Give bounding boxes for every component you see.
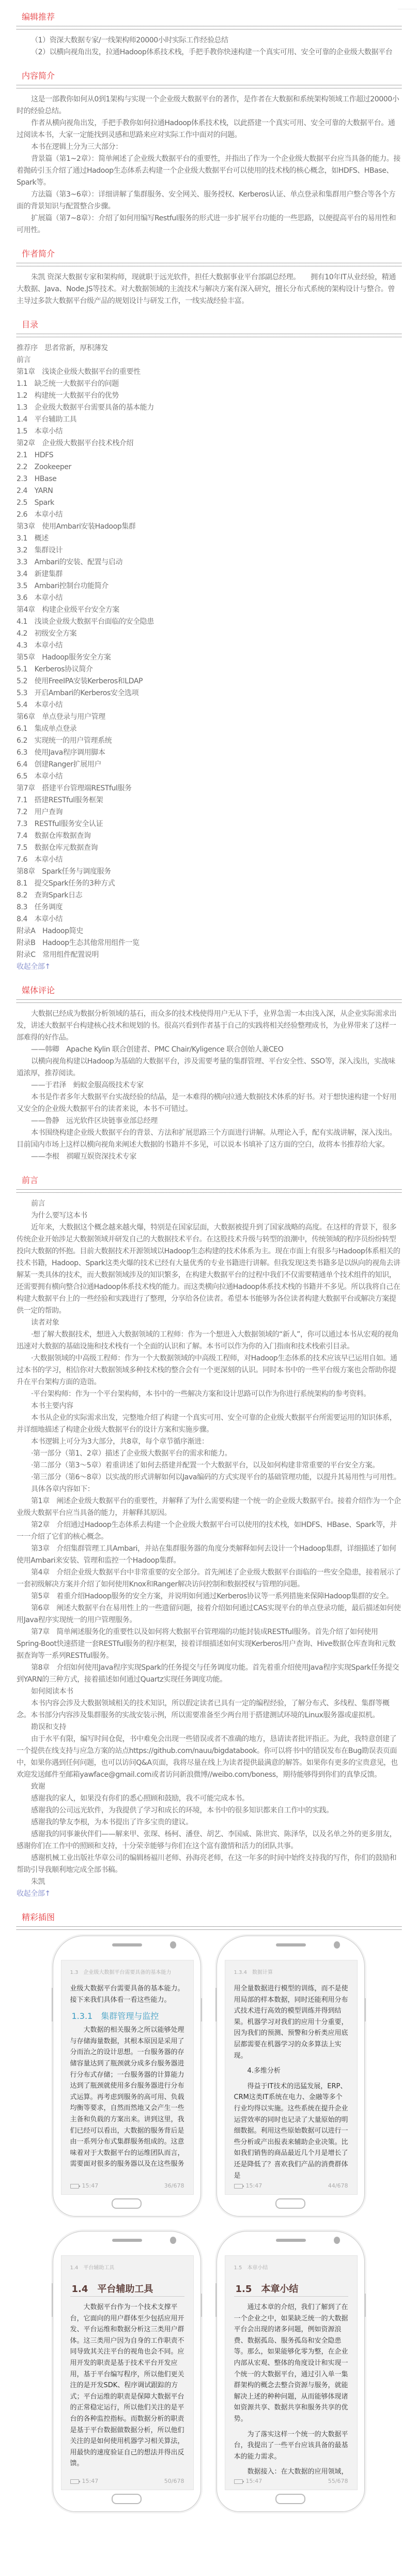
toc-item: 前言 (17, 356, 31, 364)
toc-item: 6.3 使用Java程序调用脚本 (17, 748, 105, 757)
heading-divider (17, 999, 401, 1003)
preface-paragraph: 具体各章内容如下： (31, 1485, 95, 1493)
preface-paragraph: ·第一部分（第1、2章）描述了企业级大数据平台的需求和能力。 (31, 1449, 232, 1458)
speaker-icon (276, 2239, 306, 2242)
media-review-paragraph: ——韩卿 Apache Kylin 联合创建者、PMC Chair/Kyligence 联合创始人兼CEO (31, 1045, 284, 1054)
toc-item: 2.4 YARN (17, 487, 53, 495)
screen-paragraph: 大数据平台作为一个技术支撑平台，它面向的用户群体至少包括应用开发、平台运维和数据分析这三类用户群体。这三类用户因为自身的工作职责不同导致其关注平台的视角也会不同。应用开发的职责是基于技术平台开发应用，基于平台编写程序，所以他们更关注的是开发SDK、程序调试跟踪的方式；平台运维的职责是保障大数据平台的正常稳定运行，所以他们关注的是平台的各种监控指标。而数据分析的职责是基于平台数据做数据分析，所以他们关注的是如何使用机器学习相关算法，用最快的速度验证自己的想法并得出反馈。 (70, 2303, 184, 2468)
screen-paragraph: 用全量数据进行模型的训练，而不是使用局部的样本数据，同时还能利用分布式技术进行高效的模型训练并得到结果。机器学习对我们的应用十分重要，因为我们的预测、预警和分析类应用底层都需要在机器学习的众多算法上实现。 (234, 1985, 348, 2060)
toc-item: 第3章 使用Ambari安装Hadoop集群 (17, 522, 136, 531)
content-intro-body (17, 88, 401, 236)
screen-footer (70, 2182, 184, 2189)
media-review-paragraph: 以横向视角构建以Hadoop为基础的大数据平台，涉及需要考量的集群管理、平台安全性、SSO等，深入浅出，实战味道浓厚，推荐阅读。 (17, 1057, 395, 1077)
status-time (234, 2478, 262, 2484)
preface-paragraph: 第8章 介绍如何使用Java程序实现Spark的任务提交与任务调度功能。首先着重介绍使用Java程序实现Spark任务提交到YARN的三种方式，接着描述如何通过Quartz实现任务调度功能。 (17, 1664, 399, 1684)
preface-collapse-link[interactable]: 收起全部↑ (17, 1890, 51, 1898)
screen-paragraph: 业级大数据平台需要具备的基本能力。接下来我们具体看一看这些能力。 (70, 1985, 184, 2004)
preface-paragraph: 近年来，大数据这个概念越来越火爆，特别是在国家层面，大数据被提升到了国家战略的高度。在这样的背景下，很多传统企业开始涉足大数据领域并研发自己的大数据技术平台。在这股技术升级与转型的浪潮中，传统领域的程序员纷纷转型投向大数据的怀抱。目前大数据技术开源领域以Hadoop生态构建的技术体系为主。现在市面上有很多与Hadoop体系相关的技术书籍，Hadoop、Spark这类火爆的技术已经有大量优秀的专业书籍进行讲解。但我发现这类书籍多是以纵向的视角去讲解某一类具体的技术，而大数据领域涉及的知识繁多，在构建大数据平台的过程中我们不仅需要精通单个技术组件的知识，还需要拥有横向整合拉通Hadoop体系技术栈的能力。而这类横向拉通Hadoop体系技术栈的书籍并不多见。所以我将自己在构建大数据平台上的一些经验和实践进行了整理，分享给各位读者。希望本书能够为各位读者构建大数据平台或解决方案提供一定的帮助。 (17, 1223, 400, 1315)
toc-collapse-link[interactable]: 收起全部↑ (17, 963, 51, 971)
screen-footer (234, 2478, 348, 2484)
battery-icon (70, 2184, 79, 2189)
preface-section (17, 1174, 401, 1900)
preface-paragraph: ·第二部分（第3～5章）着重讲述了如何去搭建并配置一个大数据平台，以及如何构建非常重要的平台安全方案。 (31, 1461, 379, 1470)
speaker-icon (112, 2239, 142, 2242)
media-review-paragraph: 大数据已经成为数据分析领域的基石，而众多的技术栈使得用户无从下手，业界急需一本由浅入深，从企业实际需求出发，讲述大数据平台构建核心技术和规划的书。很高兴看到作者基于自己的实践将相关经验整理成书，为业界带来了这样一部难得的好作品。 (17, 1010, 397, 1042)
screen-paragraph: 4.多维分析 (247, 2067, 281, 2075)
heading-divider (17, 85, 401, 88)
author-intro-paragraph: 朱凯 资深大数据专家和架构师，现就职于远光软件，担任大数据事业平台部副总经理。 拥有10年IT从业经验，精通大数据、Java、Node.JS等技术。对大数据领域的主流技术与解决方案有深入研究，擅长分布式系统的架构设计与整合。曾主导过多款大数据平台级产品的规划设计与研发工作，一线实战经验丰富。 (17, 273, 396, 305)
toc-item: 推荐序 思者常新，厚积薄发 (17, 344, 108, 352)
camera-icon (170, 2237, 176, 2244)
toc-item: 7.4 数据仓库数据查询 (17, 832, 91, 840)
toc-item: 3.1 概述 (17, 534, 49, 543)
toc-item: 2.6 本章小结 (17, 511, 63, 519)
battery-icon (234, 2184, 243, 2189)
toc-item: 3.3 Ambari的安装、配置与启动 (17, 558, 122, 566)
content-intro-paragraph: 作者从横向视角出发，手把手教你如何拉通Hadoop体系技术栈，以此搭建一个真实可用、安全可靠的大数据平台。通过阅读本书，大家一定能找到灵感和思路来应对实际工作中面对的问题。 (17, 119, 395, 139)
table-of-contents-heading: 目录 (22, 320, 39, 330)
table-of-contents-body (17, 337, 401, 973)
side-button (365, 2294, 366, 2317)
content-intro-section (17, 70, 401, 236)
page-number: 50/678 (164, 2478, 184, 2484)
media-review-paragraph: ——鲁静 远光软件区块链事业部总经理 (31, 1117, 158, 1125)
reader-screen (61, 2255, 194, 2490)
screen-footer (234, 2182, 348, 2189)
phone-mockup (53, 1936, 201, 2216)
screen-paragraph: 通过本章的介绍，我们了解到了在一个企业之中，如果缺乏统一的大数据平台会出现的诸多问题，例如资源浪费、数据孤岛、服务孤岛和安全隐患等。那么，如果能够化零为整，在企业内部从宏观、整体的角度设计和实现一个统一的大数据平台，通过引入单一集群架构的概念去整合资源与服务，就能解决上述的种种问题，从而能够体现诸如资源共享、数据共享和服务共享的优势。 (234, 2303, 348, 2423)
author-intro-heading: 作者简介 (22, 249, 55, 259)
toc-item: 6.2 实现统一的用户管理系统 (17, 737, 112, 745)
heading-divider (17, 334, 401, 337)
preface-paragraph: 为什么要写这本书 (31, 1211, 87, 1220)
screen-subheading: 1.3.1 集群管理与监控 (71, 2011, 159, 2021)
preface-heading: 前言 (22, 1175, 39, 1185)
toc-item: 1.3 企业级大数据平台需要具备的基本能力 (17, 403, 154, 412)
toc-item: 5.3 开启Ambari的Kerberos安全选项 (17, 689, 139, 697)
media-review-paragraph: 本书围绕构建企业级大数据平台的背景、方法和扩展思路三个方面进行讲解。从理论入手，配有实战讲解，深入浅出。目前国内市场上这样以横向视角来阐述大数据的书籍并不多见，可以说本书填补了这方面的空白，故将本书推荐给大家。 (17, 1129, 397, 1149)
time-text: 15:47 (82, 2478, 99, 2484)
toc-item: 5.4 本章小结 (17, 701, 63, 709)
toc-item: 2.3 HBase (17, 475, 57, 483)
side-button (201, 2294, 202, 2317)
heading-divider (17, 263, 401, 266)
preface-paragraph: 本书从企业的实际需求出发，完整地介绍了构建一个真实可用、安全可靠的企业级大数据平台所需要运用的知识体系，并详细地描述了构建企业级大数据平台的设计方案和实施步骤。 (17, 1414, 397, 1434)
toc-item: 6.5 本章小结 (17, 772, 63, 781)
content-intro-paragraph: 方法篇（第3~6章）：详细讲解了集群服务、安全网关、服务授权、Kerberos认证、单点登录和集群用户整合等各个方面的背景知识与配置整合步骤。 (17, 190, 396, 211)
toc-item: 第2章 企业级大数据平台技术栈介绍 (17, 439, 134, 447)
toc-item: 3.5 Ambari控制台功能简介 (17, 582, 109, 590)
content-intro-paragraph: 这是一部教你如何从0到1架构与实现一个企业级大数据平台的著作，是作者在大数据和系统架构领域工作超过20000小时的经验总结。 (17, 95, 399, 115)
toc-item: 第6章 单点登录与用户管理 (17, 713, 105, 721)
screen-paragraph: 大数据的相关服务之所以能够处理与存储海量数据，其根本原因是采用了分而治之的设计思想。一台服务器的存储容量达到了瓶颈就分成多台服务器进行分布式存储；一台服务器的计算能力达到了瓶颈就使用多台服务器进行分布式运算。再考虑到服务的高可用、负载均衡等要求，自然而然地又会产生一些主备和负载的方案出来。讲到这里，我们已经可以看出，大数据的服务背后是由一系列分布式集群服务组成的。这意味着对于大数据平台的运维团队而言，需要面对很多的服务器以及在这些服务 (70, 2026, 184, 2168)
toc-item: 6.4 创建Ranger扩展用户 (17, 760, 101, 769)
screen-running-header: 1.3.4 数据计算 (234, 1970, 273, 1975)
home-button-icon (112, 2198, 142, 2209)
preface-paragraph: 第6章 阐述大数据平台在易用性上的一些遗留问题，接着介绍如何通过CAS实现平台的单点登录功能，最后描述如何使用Java程序实现统一的用户管理服务。 (17, 1604, 401, 1624)
screen-content (70, 2273, 184, 2466)
phone-mockup (217, 2231, 365, 2512)
toc-item: 4.3 本章小结 (17, 641, 63, 650)
side-button (215, 1988, 217, 2021)
camera-icon (334, 1941, 340, 1949)
preface-paragraph: 前言 (31, 1200, 45, 1208)
time-text: 15:47 (245, 2478, 262, 2484)
speaker-icon (276, 1943, 306, 1946)
toc-item: 附录A Hadoop简史 (17, 927, 83, 935)
toc-item: 2.2 Zookeeper (17, 463, 71, 471)
screen-paragraph: 得益于IT技术的迅猛发展，ERP、CRM这类IT系统在电力、金融等多个行业均得以实施。这些系统在提升企业运营效率的同时也记录了大量原始的明细数据。利用这些原始数据可以进行一些分析或产出报表来辅助企业决策。比如我们销售的商品最近几个月是增长了还是降低了？喜欢我们产品的消费群体是 (234, 2082, 348, 2180)
preface-paragraph: ·平台架构师：作为一个平台架构师，本书中的一些解决方案和设计思路可以作为你进行系统架构的参考资料。 (31, 1390, 370, 1398)
toc-item: 附录B Hadoop生态其他常用组件一览 (17, 939, 140, 947)
heading-divider (17, 1926, 401, 1930)
camera-icon (334, 2237, 340, 2244)
heading-divider (17, 1189, 401, 1193)
toc-item: 7.3 RESTful服务安全认证 (17, 820, 103, 828)
toc-item: 第7章 搭建平台管理端RESTful服务 (17, 784, 132, 792)
preface-paragraph: 由于水平有限，编写时间仓促，书中难免会出现一些错误或者不准确的地方，恳请读者批评指正。为此，我特意创建了一个提供在线支持与应急方案的站点https://github.com/nauu/bigdatabook。你可以将书中的错误发布在Bug勘误表页面中，如果你遇到任何问题，也可以访问Q&A页面，我将尽量在线上为读者提供最满意的解答。如果你有更多的宝贵意见，也欢迎发送邮件至邮箱yawface@gmail.com或者访问新浪微博//weibo.com/boness，期待能够得到你们的真挚反馈。 (17, 1735, 398, 1779)
preface-paragraph: 第7章 简单阐述服务化的重要性以及如何将大数据平台管理端的功能封装成RESTful服务。首先介绍了如何使用Spring-Boot快速搭建一套RESTful服务的程序框架，接着详细描述如何实现Kerberos用户查询、Hive数据仓库查询和元数据查询等一系列RESTful服务。 (17, 1628, 396, 1660)
toc-item: 4.2 初级安全方案 (17, 630, 77, 638)
side-button (52, 2283, 53, 2317)
screen-running-header: 1.3 企业级大数据平台需要具备的基本能力 (70, 1970, 172, 1975)
media-review-paragraph: ——李根 祺曜互娱资深技术专家 (31, 1152, 136, 1161)
editor-recommend-paragraph: （1）资深大数据专家/一线架构师20000小时实际工作经验总结 (31, 36, 228, 44)
toc-item: 7.2 用户查询 (17, 808, 63, 816)
toc-item: 第5章 Hadoop服务安全方案 (17, 653, 111, 662)
media-reviews-section (17, 984, 401, 1163)
screen-content (234, 1983, 348, 2180)
illustrations-heading: 精彩插图 (22, 1912, 55, 1922)
toc-item: 2.5 Spark (17, 499, 54, 507)
toc-item: 7.1 搭建RESTful服务框架 (17, 796, 103, 804)
content-intro-paragraph: 本书在逻辑上分为三大部分： (31, 143, 122, 151)
home-button-icon (275, 2198, 305, 2209)
author-intro-section (17, 248, 401, 307)
preface-paragraph: 感谢我的家人，如果没有你们的悉心照顾和鼓励，我不可能完成本书。 (31, 1794, 249, 1803)
heading-divider (17, 26, 401, 29)
home-button-icon (112, 2494, 142, 2504)
preface-paragraph: 感谢我的同事兼伙伴们——解来甲、张琛、杨柯、潘登、胡艺、李国威、陈世宾、陈泽华，以及名单之外的更多朋友，感谢你们在工作中的照顾和支持，十分荣幸能够与你们在这个富有激情和活力的团队共事。 (17, 1830, 397, 1850)
toc-item: 1.1 缺乏统一大数据平台的问题 (17, 380, 119, 388)
reader-screen (61, 1960, 194, 2195)
screen-paragraph: 为了落实这样一个统一的大数据平台，我提出了一些平台应该具备的最基本的能力需求。 (234, 2430, 348, 2461)
toc-item: 第1章 浅谈企业级大数据平台的重要性 (17, 368, 141, 376)
toc-item: 7.6 本章小结 (17, 856, 63, 864)
preface-paragraph: 致谢 (31, 1783, 45, 1791)
screen-paragraph: 数据接入：在大数据的应用领域， (247, 2468, 348, 2476)
editor-recommend-paragraph: （2）以横向视角出发，拉通Hadoop体系技术栈，手把手教你快速构建一个真实可用、安全可靠的企业级大数据平台 (31, 48, 393, 56)
side-button (215, 2283, 217, 2317)
toc-item: 6.1 集成单点登录 (17, 725, 77, 733)
preface-paragraph: 如何阅读本书 (31, 1687, 73, 1696)
phone-mockup (53, 2231, 201, 2512)
status-time (70, 2478, 99, 2484)
toc-item: 8.4 本章小结 (17, 915, 63, 923)
toc-item: 8.2 查询Spark日志 (17, 891, 83, 900)
toc-item: 2.1 HDFS (17, 451, 54, 459)
battery-icon (234, 2479, 243, 2484)
toc-item: 1.5 本章小结 (17, 427, 63, 436)
screen-running-header: 1.5 本章小结 (234, 2265, 268, 2271)
preface-paragraph: ·想了解大数据技术，想进入大数据领域的工程师：作为一个想进入大数据领域的“新人”，你可以通过本书从宏观的视角迅速对大数据的基础设施和技术栈有一个全面的认识和了解。本书可以作为你的入门指南和技术栈索引目录。 (17, 1330, 399, 1351)
editor-recommend-section (17, 11, 401, 58)
side-button (201, 1998, 202, 2021)
speaker-icon (112, 1943, 142, 1946)
status-time (70, 2182, 99, 2189)
preface-paragraph: 勘误和支持 (31, 1723, 66, 1731)
preface-body (17, 1193, 401, 1900)
media-reviews-body (17, 1003, 401, 1163)
toc-item: 第4章 构建企业级平台安全方案 (17, 606, 119, 614)
preface-paragraph: 感谢我的公司远光软件，为我提供了学习和成长的环境，本书中的很多知识都来自工作中的实践。 (31, 1806, 333, 1815)
screen-section-title: 1.4 平台辅助工具 (70, 2273, 184, 2297)
screen-content (70, 1983, 184, 2176)
toc-item: 3.6 本章小结 (17, 594, 63, 602)
author-intro-body (17, 266, 401, 307)
preface-paragraph: 读者对象 (31, 1319, 59, 1327)
editor-recommend-heading: 编辑推荐 (22, 12, 55, 22)
camera-icon (170, 1941, 176, 1949)
media-review-paragraph: 本书是作者多年大数据平台实战经验的结晶，是一本难得的横向拉通大数据技术体系的好书。对于想快速构建一个好用又安全的企业级大数据平台的读者来说，本书不可错过。 (17, 1093, 397, 1113)
toc-item: 5.1 Kerberos协议简介 (17, 665, 93, 673)
preface-paragraph: 本书主要内容 (31, 1402, 73, 1410)
toc-item: 7.5 数据仓库元数据查询 (17, 844, 98, 852)
home-button-icon (275, 2494, 305, 2504)
toc-item: 第8章 Spark任务与调度服务 (17, 867, 111, 876)
preface-paragraph: 第4章 介绍企业级大数据平台中非常重要的安全部分。首先阐述了企业级大数据平台面临的一些安全隐患，接着展示了一套初级解决方案并介绍了如何使用Knox和Ranger解决访问控制和数据授权与管理的问题。 (17, 1568, 401, 1589)
toc-item: 5.2 使用FreeIPA安装Kerberos和LDAP (17, 677, 143, 685)
screen-running-header: 1.4 平台辅助工具 (70, 2265, 115, 2271)
editor-recommend-body (17, 29, 401, 58)
toc-item: 4.1 浅谈企业级大数据平台面临的安全隐患 (17, 618, 154, 626)
toc-item: 1.2 构建统一大数据平台的优势 (17, 392, 119, 400)
preface-paragraph: 本书内容会涉及大数据领域相关的技术知识，所以假定读者已具有一定的编程经验，了解分布式、多线程、集群等概念。本书部分内容涉及集群服务的实战安装示例，所以需要准备至少两台用于搭建测试环境的Linux服务器或虚拟机。 (17, 1699, 390, 1719)
media-reviews-heading: 媒体评论 (22, 985, 55, 995)
screen-section-title: 1.5 本章小结 (234, 2273, 348, 2297)
toc-item: 1.4 平台辅助工具 (17, 415, 77, 424)
preface-paragraph: 第3章 介绍集群管理工具Ambari，并站在集群服务器的角度分类解释如何去设计一个Hadoop集群，详细描述了如何使用Ambari来安装、管理和监控一个Hadoop集群。 (17, 1545, 396, 1565)
side-button (52, 1988, 53, 2021)
time-text: 15:47 (245, 2182, 262, 2189)
battery-icon (70, 2479, 79, 2484)
page-number: 36/678 (164, 2182, 184, 2189)
toc-item: 3.2 集群设计 (17, 546, 63, 555)
preface-paragraph: 第5章 着重介绍Hadoop服务的安全方案，并说明如何通过Kerberos协议等一系列措施来保障Hadoop集群的安全。 (31, 1592, 393, 1600)
content-intro-paragraph: 扩展篇（第7~8章）：介绍了如何用编写Restful服务的形式进一步扩展平台功能的一些思路，以便提高平台的易用性和可用性。 (17, 214, 396, 234)
toc-item: 附录C 常用组件配置说明 (17, 951, 99, 959)
phone-mockup (217, 1936, 365, 2216)
illustration-gallery (0, 1930, 417, 2512)
preface-paragraph: 第2章 介绍通过Hadoop生态体系去构建一个企业级大数据平台可以使用的技术栈，如HDFS、HBase、Spark等，并一一介绍了它们的核心概念。 (17, 1521, 397, 1541)
reader-screen (225, 1960, 358, 2195)
preface-paragraph: 感谢我的挚友李根，为本书提出了许多宝贵的建议。 (31, 1818, 193, 1826)
screen-content (234, 2273, 348, 2476)
time-text: 15:47 (82, 2182, 99, 2189)
table-of-contents-section (17, 319, 401, 973)
media-review-paragraph: ——于君泽 蚂蚁金服高级技术专家 (31, 1081, 144, 1089)
page-number: 44/678 (328, 2182, 348, 2189)
illustrations-section (17, 1911, 401, 2512)
page-number: 55/678 (328, 2478, 348, 2484)
preface-paragraph: ·第三部分（第6～8章）以实战的形式讲解如何以Java编码的方式实现平台的基础管理功能，以提升其易用性与可用性。 (31, 1473, 401, 1481)
preface-paragraph: 朱凯 (31, 1878, 45, 1886)
reader-screen (225, 2255, 358, 2490)
toc-item: 8.1 提交Spark任务的3种方式 (17, 879, 115, 888)
preface-paragraph: 第1章 阐述企业级大数据平台的重要性，并解释了为什么需要构建一个统一的企业级大数据平台。接着介绍作为一个企业级大数据平台应当具备的能力，并解释其原因。 (17, 1497, 401, 1517)
side-button (365, 1998, 366, 2021)
toc-item: 8.3 任务调度 (17, 903, 63, 911)
preface-paragraph: 本书逻辑上可分为3大部分，共8章，每个章节循序渐进： (31, 1437, 209, 1446)
content-intro-heading: 内容简介 (22, 71, 55, 81)
preface-paragraph: 感谢机械工业出版社华章公司的编辑杨福川老师、孙海亮老师，在这一年多的时间中始终支持我的写作，你们的鼓励和帮助引导我顺利地完成全部书稿。 (17, 1854, 397, 1874)
preface-paragraph: ·大数据领域的中高级工程师：作为一个大数据领域的中高级工程师，对Hadoop生态体系的技术应该早已运用自如。通过本书的学习，相信你对大数据领域多种技术栈的整合会有一个更深刻的认识。同时本书中的一些平台级方案也会帮助你提升在平台架构方面的造诣。 (17, 1354, 397, 1386)
screen-footer (70, 2478, 184, 2484)
content-intro-paragraph: 背景篇（第1~2章）：简单阐述了企业级大数据平台的重要性，并指出了作为一个企业级大数据平台应当具备的能力。接着抛砖引玉介绍了通过Hadoop生态体系去构建一个企业级大数据平台可以使用的技术栈的核心概念，如HDFS、HBase、Spark等。 (17, 155, 400, 187)
status-time (234, 2182, 262, 2189)
toc-item: 3.4 新建集群 (17, 570, 63, 578)
